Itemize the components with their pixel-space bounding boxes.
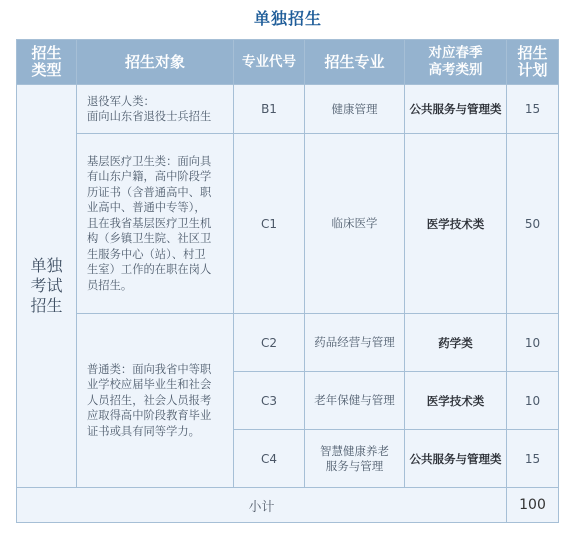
table-row xyxy=(17,314,559,372)
major-line: 临床医学 xyxy=(331,216,378,230)
target-line: 员招生。 xyxy=(87,278,133,292)
header-row xyxy=(17,40,559,85)
target-line: 历证书（含普通高中、职 xyxy=(87,185,212,199)
table-row xyxy=(17,134,559,314)
target-line: 应取得高中阶段教育毕业 xyxy=(87,409,212,423)
category-cell: 公共服务与管理类 xyxy=(405,430,507,488)
header-category-line1: 对应春季 xyxy=(428,45,483,61)
header-enroll-type-line1: 招生 xyxy=(31,44,62,62)
major-cell xyxy=(305,314,405,372)
quota-cell: 10 xyxy=(507,314,559,372)
target-line: 证书或具有同等学力。 xyxy=(87,424,200,438)
category-cell: 药学类 xyxy=(405,314,507,372)
header-major: 招生专业 xyxy=(305,40,405,85)
quota-cell: 50 xyxy=(507,134,559,314)
enroll-type-line: 招生 xyxy=(30,296,63,315)
header-quota-line2: 计划 xyxy=(517,61,548,79)
header-code: 专业代号 xyxy=(234,40,305,85)
target-line: 构（乡镇卫生院、社区卫 xyxy=(87,232,212,246)
target-line: 基层医疗卫生类：面向具 xyxy=(87,154,212,168)
target-line: 面向山东省退役士兵招生 xyxy=(87,110,212,123)
target-line: 生服务中心（站）、村卫 xyxy=(87,247,206,261)
quota-cell: 15 xyxy=(507,85,559,134)
major-line: 健康管理 xyxy=(331,101,378,116)
header-enroll-type-line2: 类型 xyxy=(31,61,62,79)
enroll-type-cell xyxy=(17,85,77,488)
enroll-type-line: 考试 xyxy=(30,276,63,295)
category-cell: 医学技术类 xyxy=(405,134,507,314)
major-line: 老年保健与管理 xyxy=(314,393,395,407)
target-line: 生室）工作的在职在岗人 xyxy=(87,263,212,277)
header-category xyxy=(405,40,507,85)
header-quota xyxy=(507,40,559,85)
quota-cell: 10 xyxy=(507,372,559,430)
total-label: 小计 xyxy=(17,488,507,523)
target-veterans xyxy=(77,85,234,134)
target-line: 业高中、普通中专等）， xyxy=(87,201,206,215)
table-title: 单独招生 xyxy=(253,9,322,28)
target-line: 业学校应届毕业生和社会 xyxy=(87,378,212,392)
enrollment-table xyxy=(16,39,559,523)
category-cell: 医学技术类 xyxy=(405,372,507,430)
target-line: 普通类：面向我省中等职 xyxy=(87,362,212,376)
category-cell: 公共服务与管理类 xyxy=(405,85,507,134)
target-primary-care xyxy=(77,134,234,314)
target-line: 有山东户籍，高中阶段学 xyxy=(87,170,212,184)
code-cell: C2 xyxy=(234,314,305,372)
code-cell: C3 xyxy=(234,372,305,430)
code-cell: C1 xyxy=(234,134,305,314)
table-row xyxy=(17,85,559,134)
major-cell xyxy=(305,372,405,430)
target-line: 退役军人类： xyxy=(87,94,155,108)
major-cell xyxy=(305,430,405,488)
major-line: 服务与管理 xyxy=(325,458,384,473)
quota-cell: 15 xyxy=(507,430,559,488)
major-cell xyxy=(305,134,405,314)
enroll-type-line: 单独 xyxy=(30,256,63,275)
target-line: 且在我省基层医疗卫生机 xyxy=(87,216,212,230)
header-quota-line1: 招生 xyxy=(517,44,548,62)
header-enroll-type xyxy=(17,40,77,85)
code-cell: C4 xyxy=(234,430,305,488)
code-cell: B1 xyxy=(234,85,305,134)
major-cell xyxy=(305,85,405,134)
header-category-line2: 高考类别 xyxy=(428,62,483,78)
target-line: 人员招生，社会人员报考 xyxy=(87,393,212,407)
total-value: 100 xyxy=(507,488,559,523)
target-general xyxy=(77,314,234,488)
header-target: 招生对象 xyxy=(77,40,234,85)
major-line: 药品经营与管理 xyxy=(314,335,395,349)
total-row xyxy=(17,488,559,523)
major-line: 智慧健康养老 xyxy=(320,443,389,458)
